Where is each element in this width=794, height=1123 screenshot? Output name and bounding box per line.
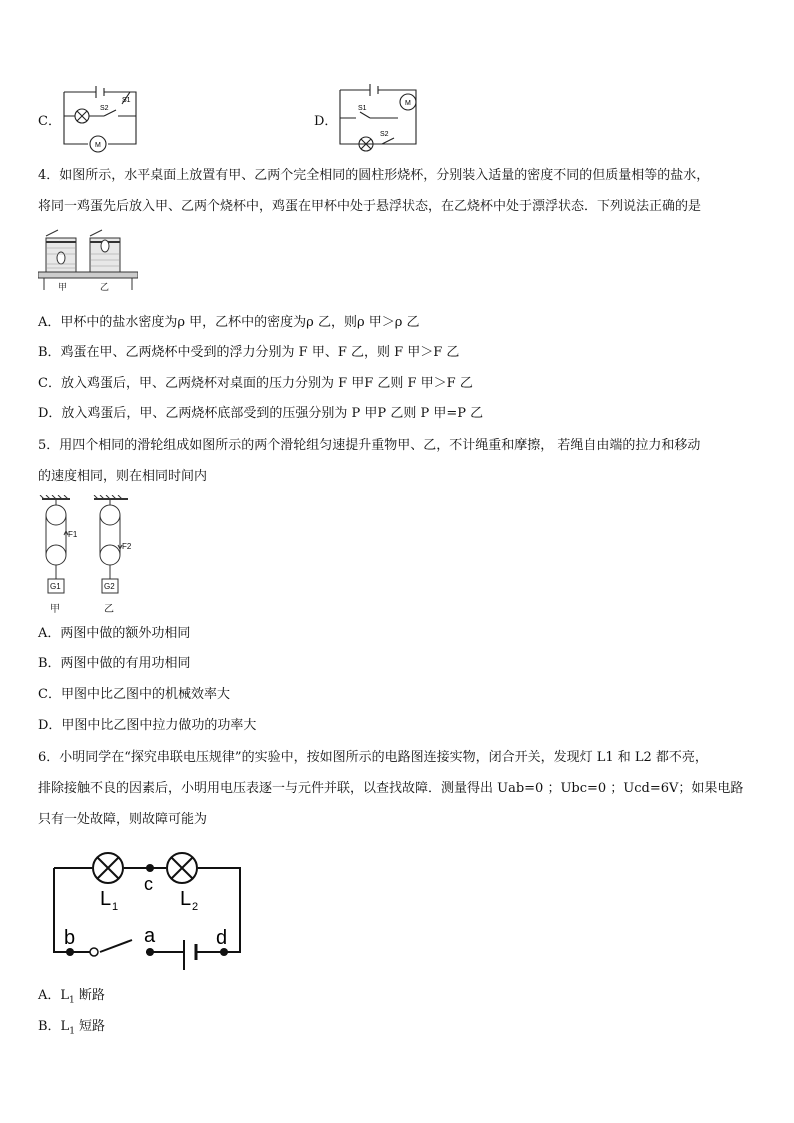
q4-option-b[interactable]: B．鸡蛋在甲、乙两烧杯中受到的浮力分别为 F 甲、F 乙，则 F 甲＞F 乙 xyxy=(38,345,460,360)
q6-option-a[interactable] xyxy=(38,988,105,1009)
f2-label: F2 xyxy=(122,542,132,551)
switch-s1-label-c: S1 xyxy=(122,97,131,104)
q5-option-a[interactable]: A．两图中做的额外功相同 xyxy=(38,626,191,641)
motor-label-c: M xyxy=(95,142,101,149)
switch-s1-label-d: S1 xyxy=(358,105,367,112)
q6-option-b-label: B．L xyxy=(38,1019,70,1034)
q6-option-b-text: 短路 xyxy=(74,1019,106,1034)
q5-option-c[interactable]: C．甲图中比乙图中的机械效率大 xyxy=(38,687,230,702)
series-circuit-figure xyxy=(50,848,250,973)
node-c-label: c xyxy=(144,874,153,894)
lamp-l2-label: L xyxy=(180,888,192,910)
q4-option-d[interactable]: D．放入鸡蛋后，甲、乙两烧杯底部受到的压强分别为 P 甲P 乙则 P 甲=P 乙 xyxy=(38,406,484,421)
beaker-yi-label: 乙 xyxy=(100,283,110,293)
circuit-diagram-d xyxy=(336,80,426,155)
q4-stem-line1: 4．如图所示，水平桌面上放置有甲、乙两个完全相同的圆柱形烧杯，分别装入适量的密度不同的但质量相等的盐水， xyxy=(38,168,710,183)
beakers-figure xyxy=(38,228,138,294)
node-d-label: d xyxy=(216,927,228,949)
q4-option-c[interactable]: C．放入鸡蛋后，甲、乙两烧杯对桌面的压力分别为 F 甲F 乙则 F 甲＞F 乙 xyxy=(38,376,473,391)
motor-label-d: M xyxy=(405,100,411,107)
option-c-label: C． xyxy=(38,114,61,129)
q6-option-a-sub: 1 xyxy=(69,995,75,1006)
q4-stem-line2: 将同一鸡蛋先后放入甲、乙两个烧杯中，鸡蛋在甲杯中处于悬浮状态，在乙烧杯中处于漂浮状态．下列说法正确的是 xyxy=(38,199,702,214)
q5-option-b[interactable]: B．两图中做的有用功相同 xyxy=(38,656,191,671)
q4-option-a[interactable]: A．甲杯中的盐水密度为ρ 甲，乙杯中的密度为ρ 乙，则ρ 甲＞ρ 乙 xyxy=(38,315,420,330)
lamp-l2-sub: 2 xyxy=(192,901,199,913)
node-b-label: b xyxy=(64,927,76,949)
q6-option-b-sub: 1 xyxy=(69,1026,75,1037)
pulley-figure xyxy=(38,495,138,615)
circuit-diagram-c xyxy=(60,80,140,155)
q5-stem-line1: 5．用四个相同的滑轮组成如图所示的两个滑轮组匀速提升重物甲、乙，不计绳重和摩擦， 若绳自由端的拉力和移动 xyxy=(38,438,701,453)
q5-option-d[interactable]: D．甲图中比乙图中拉力做功的功率大 xyxy=(38,718,257,733)
node-a-label: a xyxy=(144,925,156,947)
lamp-l1-label: L xyxy=(100,888,112,910)
q6-option-b[interactable] xyxy=(38,1019,105,1040)
q5-stem-line2: 的速度相同，则在相同时间内 xyxy=(38,469,208,484)
pulley-jia-label: 甲 xyxy=(50,604,60,615)
lamp-l1-sub: 1 xyxy=(112,901,119,913)
q6-option-a-label: A．L xyxy=(38,988,70,1003)
q6-stem-line3: 只有一处故障，则故障可能为 xyxy=(38,812,208,827)
q6-stem-line1: 6．小明同学在“探究串联电压规律”的实验中，按如图所示的电路图连接实物，闭合开关，发现灯 L1 和 L2 都不亮， xyxy=(38,750,708,765)
switch-s2-label-c: S2 xyxy=(100,105,109,112)
q6-option-a-text: 断路 xyxy=(74,988,105,1003)
pulley-yi-label: 乙 xyxy=(104,604,114,615)
q6-stem-line2: 排除接触不良的因素后，小明用电压表逐一与元件并联，以查找故障．测量得出 Uab=0 ；Ubc=0 ；Ucd=6V；如果电路 xyxy=(38,781,744,796)
beaker-jia-label: 甲 xyxy=(58,283,68,293)
option-d-label: D． xyxy=(314,114,338,129)
f1-label: F1 xyxy=(68,530,78,539)
g1-label: G1 xyxy=(50,582,61,591)
switch-s2-label-d: S2 xyxy=(380,131,389,138)
g2-label: G2 xyxy=(104,582,115,591)
